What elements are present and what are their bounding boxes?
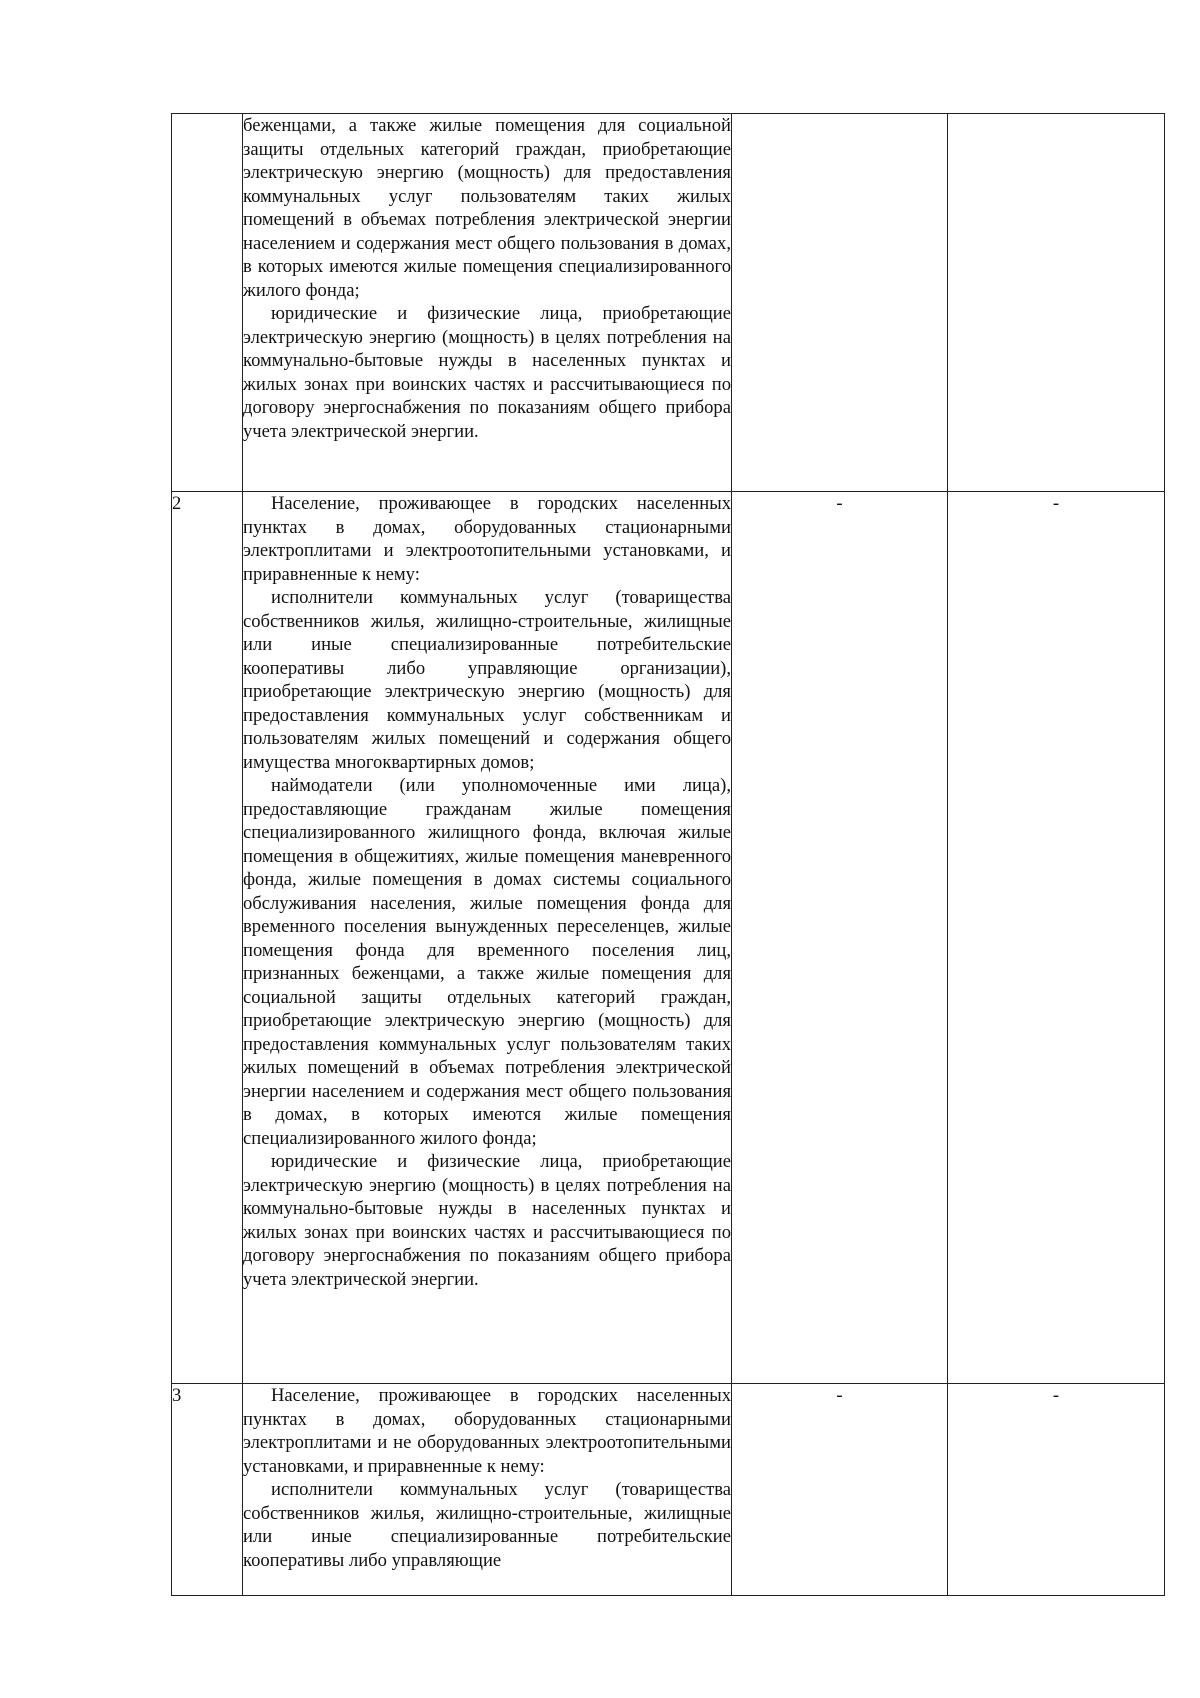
row-number: 2 xyxy=(172,492,243,1384)
row-value-2: - xyxy=(948,492,1165,1384)
row-number xyxy=(172,114,243,492)
row-value-1 xyxy=(732,114,948,492)
table-row xyxy=(172,114,1165,492)
description-paragraph: юридические и физические лица, приобретающие электрическую энергию (мощность) в целях потребления на коммунально-бытовые нужды в населенных пунктах и жилых зонах при воинских частях и рассчитывающиеся по договору энергоснабжения по показаниям общего прибора учета электрической энергии. xyxy=(243,303,731,442)
row-value-2: - xyxy=(948,1384,1165,1596)
description-paragraph: юридические и физические лица, приобретающие электрическую энергию (мощность) в целях потребления на коммунально-бытовые нужды в населенных пунктах и жилых зонах при воинских частях и рассчитывающиеся по договору энергоснабжения по показаниям общего прибора учета электрической энергии. xyxy=(243,1151,731,1290)
row-value-1: - xyxy=(732,492,948,1384)
row-description xyxy=(243,1384,732,1596)
description-paragraph: Население, проживающее в городских населенных пунктах в домах, оборудованных стационарными электроплитами и не оборудованных электроотопительными установками, и приравненные к нему: xyxy=(243,1385,731,1477)
description-paragraph: исполнители коммунальных услуг (товарищества собственников жилья, жилищно-строительные, жилищные или иные специализированные потребительские кооперативы либо управляющие организации), приобретающие электрическую энергию (мощность) для предоставления коммунальных услуг собственникам и пользователям жилых помещений и содержания общего имущества многоквартирных домов; xyxy=(243,587,731,773)
row-value-2 xyxy=(948,114,1165,492)
row-description xyxy=(243,492,732,1384)
description-paragraph: исполнители коммунальных услуг (товарищества собственников жилья, жилищно-строительные, жилищные или иные специализированные потребительские кооперативы либо управляющие xyxy=(243,1479,731,1571)
description-paragraph: беженцами, а также жилые помещения для социальной защиты отдельных категорий граждан, приобретающие электрическую энергию (мощность) для предоставления коммунальных услуг пользователям таких жилых помещений в объемах потребления электрической энергии населением и содержания мест общего пользования в домах, в которых имеются жилые помещения специализированного жилого фонда; xyxy=(243,115,731,301)
table-row xyxy=(172,492,1165,1384)
description-paragraph: наймодатели (или уполномоченные ими лица), предоставляющие гражданам жилые помещения специализированного жилищного фонда, включая жилые помещения в общежитиях, жилые помещения маневренного фонда, жилые помещения в домах системы социального обслуживания населения, жилые помещения фонда для временного поселения вынужденных переселенцев, жилые помещения фонда для временного поселения лиц, признанных беженцами, а также жилые помещения для социальной защиты отдельных категорий граждан, приобретающие электрическую энергию (мощность) для предоставления коммунальных услуг пользователям таких жилых помещений в объемах потребления электрической энергии населением и содержания мест общего пользования в домах, в которых имеются жилые помещения специализированного жилого фонда; xyxy=(243,775,731,1149)
tariff-table xyxy=(171,113,1165,1596)
description-paragraph: Население, проживающее в городских населенных пунктах в домах, оборудованных стационарными электроплитами и электроотопительными установками, и приравненные к нему: xyxy=(243,493,731,585)
row-value-1: - xyxy=(732,1384,948,1596)
row-description xyxy=(243,114,732,492)
table-row xyxy=(172,1384,1165,1596)
row-number: 3 xyxy=(172,1384,243,1596)
